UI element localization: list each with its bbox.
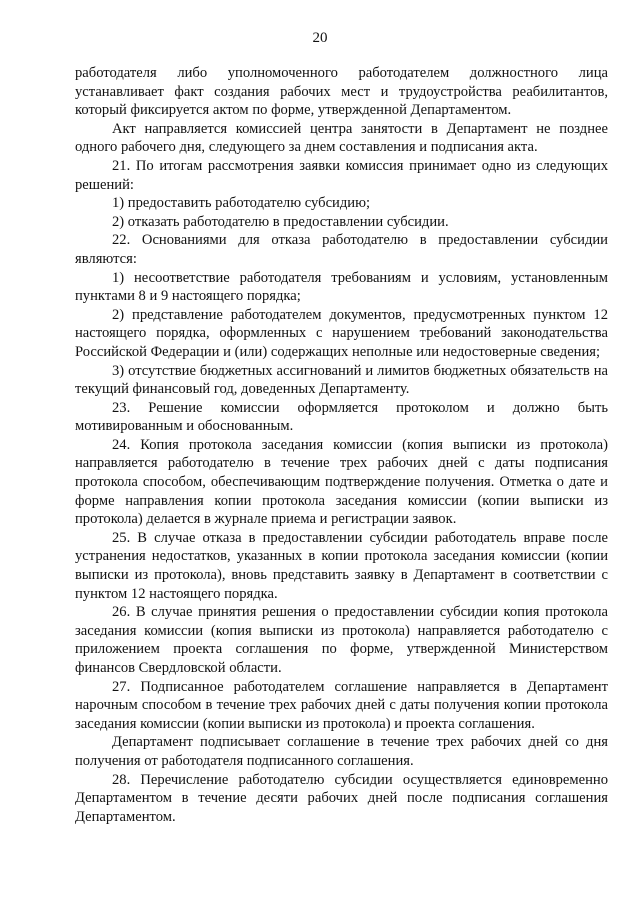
paragraph-21: 21. По итогам рассмотрения заявки комиссия принимает одно из следующих решений: xyxy=(75,157,608,193)
paragraph-22: 22. Основаниями для отказа работодателю в предоставлении субсидии являются: xyxy=(75,232,608,267)
page-number: 20 xyxy=(312,30,328,46)
paragraph-21-item-2: 2) отказать работодателю в предоставлении субсидии. xyxy=(112,213,449,230)
paragraph-22-item-3: 3) отсутствие бюджетных ассигнований и лимитов бюджетных обязательств на текущий финансовый год, доведенных Департаменту. xyxy=(75,362,608,398)
paragraph-23: 23. Решение комиссии оформляется протоколом и должно быть мотивированным и обоснованным. xyxy=(75,399,608,435)
paragraph-25: 25. В случае отказа в предоставлении субсидии работодатель вправе после устранения недостатков, указанных в копии протокола заседания комиссии (копии выписки из протокола), вновь представить заявку в Департамент в соответствии с пунктом 12 настоящего порядка. xyxy=(75,529,608,602)
paragraph-21-item-1: 1) предоставить работодателю субсидию; xyxy=(112,195,371,212)
paragraph-26: 26. В случае принятия решения о предоставлении субсидии копия протокола заседания комиссии (копия выписки из протокола) направляется работодателю с приложением проекта соглашения по форме, утвержденной Министерством финансов Свердловской области. xyxy=(75,604,608,676)
paragraph-27-signing: Департамент подписывает соглашение в течение трех рабочих дней со дня получения от работодателя подписанного соглашения. xyxy=(75,734,608,769)
document-body xyxy=(75,64,608,826)
paragraph-28: 28. Перечисление работодателю субсидии осуществляется единовременно Департаментом в течение десяти рабочих дней после подписания соглашения Департаментом. xyxy=(75,771,608,825)
paragraph-22-item-1: 1) несоответствие работодателя требованиям и условиям, установленным пунктами 8 и 9 настоящего порядка; xyxy=(75,269,608,305)
paragraph-act: Акт направляется комиссией центра занятости в Департамент не позднее одного рабочего дня, следующего за днем составления и подписания акта. xyxy=(75,120,608,156)
paragraph-continuation: работодателя либо уполномоченного работодателем должностного лица устанавливает факт создания рабочих мест и трудоустройства реабилитантов, который фиксируется актом по форме, утвержденной Департаментом. xyxy=(75,65,608,119)
paragraph-22-item-2: 2) представление работодателем документов, предусмотренных пунктом 12 настоящего порядка, оформленных с нарушением требований законодательства Российской Федерации и (или) содержащих неполные или недостоверные сведения; xyxy=(75,306,608,360)
paragraph-24: 24. Копия протокола заседания комиссии (копия выписки из протокола) направляется работодателю в течение трех рабочих дней с даты подписания протокола способом, обеспечивающим подтверждение получения. Отметка о дате и форме направления копии протокола заседания комиссии (копии выписки из протокола) делается в журнале приема и регистрации заявок. xyxy=(75,436,608,528)
paragraph-27: 27. Подписанное работодателем соглашение направляется в Департамент нарочным способом в течение трех рабочих дней с даты получения копии протокола заседания комиссии (копии выписки из протокола) и проекта соглашения. xyxy=(75,678,608,732)
